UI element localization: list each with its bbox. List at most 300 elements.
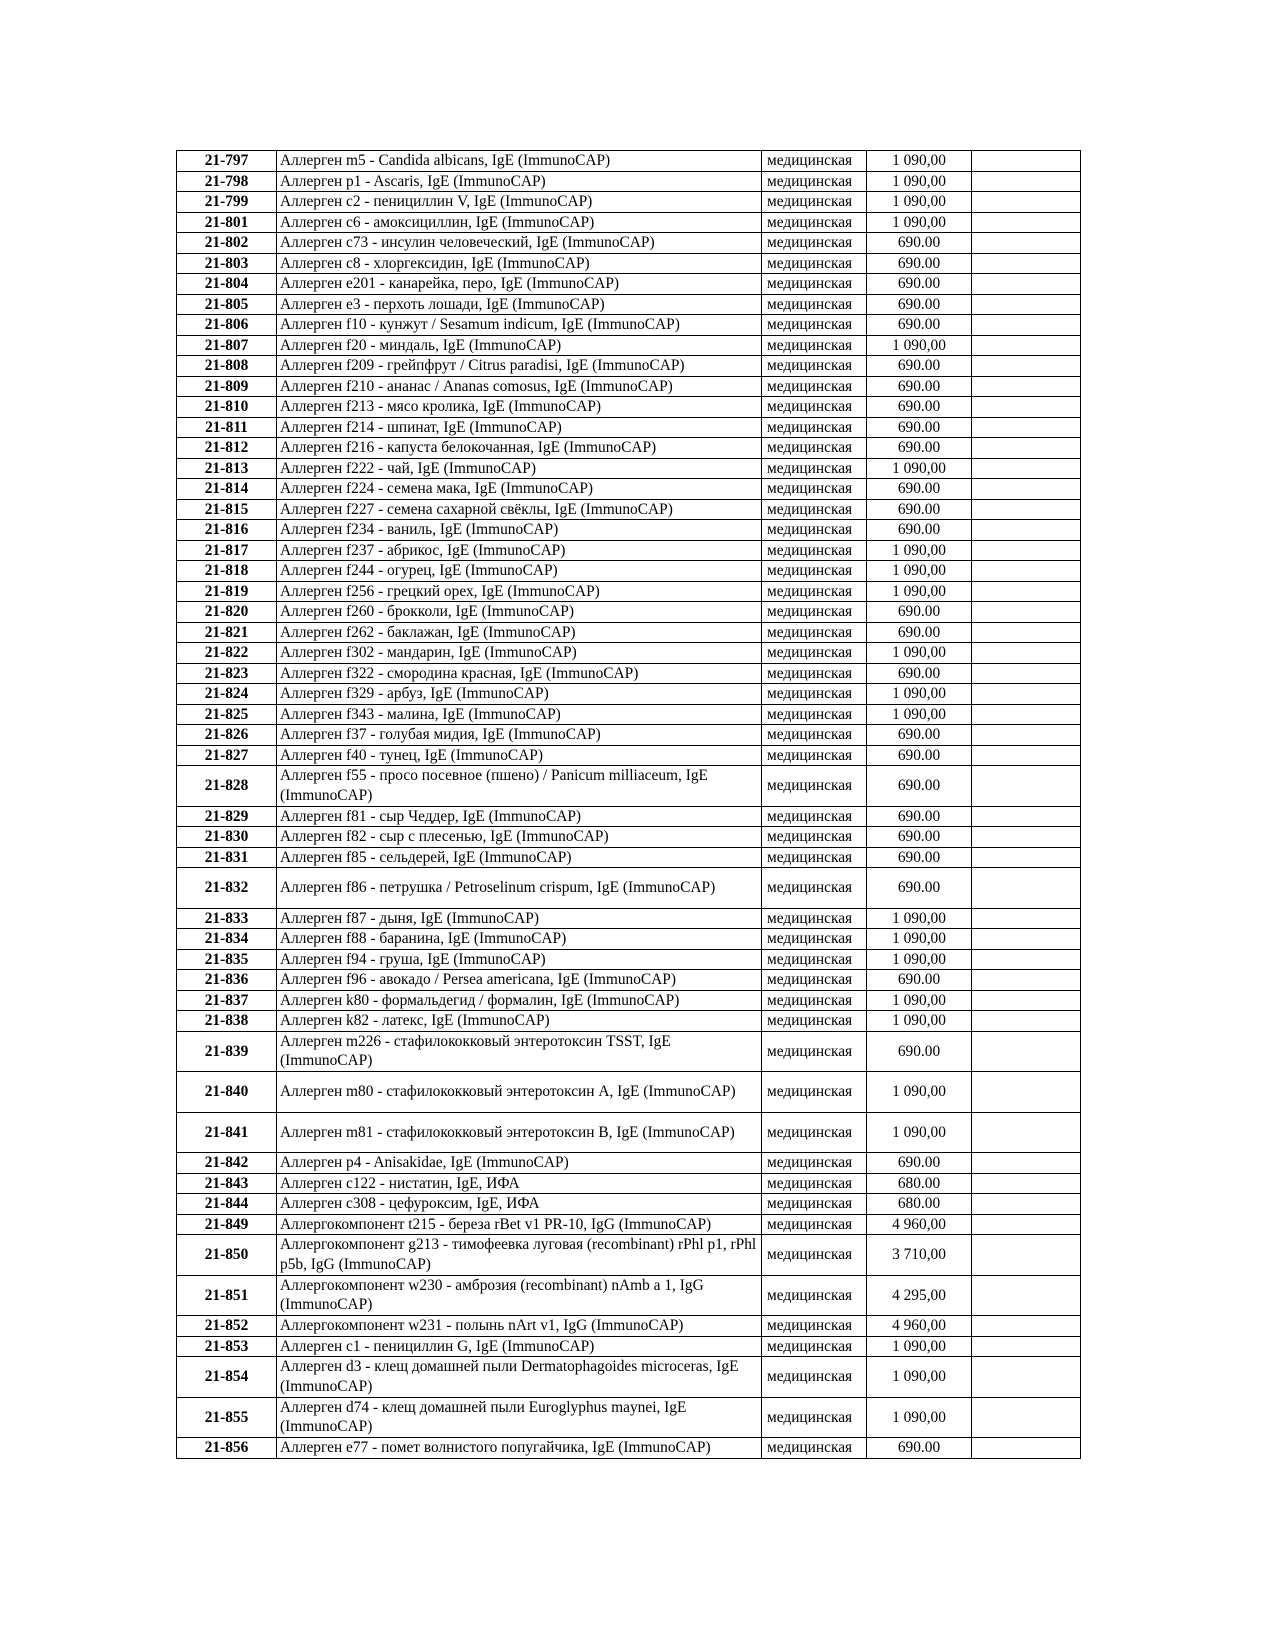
service-code: 21-818 (177, 561, 277, 582)
service-code: 21-836 (177, 970, 277, 991)
service-price: 690.00 (867, 745, 972, 766)
table-row (177, 1357, 1081, 1398)
table-row (177, 417, 1081, 438)
service-name: Аллерген m80 - стафилококковый энтеротоксин A, IgE (ImmunoCAP) (277, 1072, 762, 1113)
service-note (972, 806, 1081, 827)
service-price: 690.00 (867, 663, 972, 684)
table-row (177, 1194, 1081, 1215)
service-name: Аллерген p1 - Ascaris, IgE (ImmunoCAP) (277, 171, 762, 192)
service-price: 690.00 (867, 602, 972, 623)
service-price: 690.00 (867, 520, 972, 541)
service-type: медицинская (762, 212, 867, 233)
service-name: Аллерген f260 - брокколи, IgE (ImmunoCAP) (277, 602, 762, 623)
table-row (177, 1031, 1081, 1072)
service-type: медицинская (762, 1316, 867, 1337)
service-note (972, 602, 1081, 623)
service-name: Аллерген c308 - цефуроксим, IgE, ИФА (277, 1194, 762, 1215)
service-name: Аллерген f55 - просо посевное (пшено) / Panicum milliaceum, IgE (ImmunoCAP) (277, 766, 762, 807)
service-code: 21-817 (177, 540, 277, 561)
table-row (177, 1336, 1081, 1357)
table-row (177, 725, 1081, 746)
service-type: медицинская (762, 581, 867, 602)
service-code: 21-834 (177, 929, 277, 950)
price-table-body (177, 151, 1081, 1459)
service-price: 690.00 (867, 294, 972, 315)
service-price: 1 090,00 (867, 212, 972, 233)
service-name: Аллерген f244 - огурец, IgE (ImmunoCAP) (277, 561, 762, 582)
service-type: медицинская (762, 1153, 867, 1174)
service-type: медицинская (762, 1173, 867, 1194)
service-type: медицинская (762, 990, 867, 1011)
table-row (177, 990, 1081, 1011)
service-name: Аллерген f302 - мандарин, IgE (ImmunoCAP) (277, 643, 762, 664)
table-row (177, 847, 1081, 868)
service-note (972, 766, 1081, 807)
service-name: Аллерген f81 - сыр Чеддер, IgE (ImmunoCAP) (277, 806, 762, 827)
service-name: Аллергокомпонент w230 - амброзия (recombinant) nAmb a 1, IgG (ImmunoCAP) (277, 1275, 762, 1316)
table-row (177, 1072, 1081, 1113)
service-name: Аллерген f222 - чай, IgE (ImmunoCAP) (277, 458, 762, 479)
service-code: 21-830 (177, 827, 277, 848)
service-type: медицинская (762, 827, 867, 848)
service-name: Аллерген c2 - пенициллин V, IgE (ImmunoCAP) (277, 192, 762, 213)
service-code: 21-815 (177, 499, 277, 520)
service-note (972, 212, 1081, 233)
service-note (972, 1112, 1081, 1153)
service-note (972, 847, 1081, 868)
service-note (972, 376, 1081, 397)
service-name: Аллерген f86 - петрушка / Petroselinum crispum, IgE (ImmunoCAP) (277, 868, 762, 909)
service-code: 21-806 (177, 315, 277, 336)
service-price: 690.00 (867, 1031, 972, 1072)
service-note (972, 1397, 1081, 1438)
service-type: медицинская (762, 315, 867, 336)
table-row (177, 868, 1081, 909)
service-name: Аллерген c6 - амоксициллин, IgE (ImmunoCAP) (277, 212, 762, 233)
table-row (177, 151, 1081, 172)
service-note (972, 417, 1081, 438)
service-note (972, 274, 1081, 295)
service-price: 1 090,00 (867, 1397, 972, 1438)
service-price: 1 090,00 (867, 192, 972, 213)
service-code: 21-829 (177, 806, 277, 827)
service-type: медицинская (762, 294, 867, 315)
service-name: Аллерген f82 - сыр с плесенью, IgE (ImmunoCAP) (277, 827, 762, 848)
service-type: медицинская (762, 1357, 867, 1398)
table-row (177, 274, 1081, 295)
service-note (972, 1275, 1081, 1316)
service-name: Аллерген f10 - кунжут / Sesamum indicum, IgE (ImmunoCAP) (277, 315, 762, 336)
service-note (972, 684, 1081, 705)
service-code: 21-821 (177, 622, 277, 643)
service-type: медицинская (762, 253, 867, 274)
service-note (972, 1438, 1081, 1459)
service-type: медицинская (762, 499, 867, 520)
service-name: Аллерген d3 - клещ домашней пыли Dermatophagoides microceras, IgE (ImmunoCAP) (277, 1357, 762, 1398)
service-name: Аллерген f262 - баклажан, IgE (ImmunoCAP) (277, 622, 762, 643)
table-row (177, 602, 1081, 623)
service-code: 21-849 (177, 1214, 277, 1235)
service-note (972, 294, 1081, 315)
table-row (177, 1275, 1081, 1316)
service-name: Аллерген m81 - стафилококковый энтеротоксин B, IgE (ImmunoCAP) (277, 1112, 762, 1153)
service-price: 690.00 (867, 397, 972, 418)
service-code: 21-816 (177, 520, 277, 541)
service-note (972, 745, 1081, 766)
service-type: медицинская (762, 643, 867, 664)
table-row (177, 1316, 1081, 1337)
service-type: медицинская (762, 868, 867, 909)
service-note (972, 253, 1081, 274)
service-price: 1 090,00 (867, 1336, 972, 1357)
service-note (972, 540, 1081, 561)
service-type: медицинская (762, 520, 867, 541)
table-row (177, 929, 1081, 950)
service-type: медицинская (762, 1194, 867, 1215)
service-price: 690.00 (867, 827, 972, 848)
service-note (972, 663, 1081, 684)
service-type: медицинская (762, 479, 867, 500)
service-price: 1 090,00 (867, 704, 972, 725)
service-code: 21-841 (177, 1112, 277, 1153)
service-name: Аллерген f210 - ананас / Ananas comosus, IgE (ImmunoCAP) (277, 376, 762, 397)
service-price: 680.00 (867, 1194, 972, 1215)
service-note (972, 1072, 1081, 1113)
service-type: медицинская (762, 233, 867, 254)
service-price: 690.00 (867, 766, 972, 807)
service-type: медицинская (762, 1336, 867, 1357)
table-row (177, 479, 1081, 500)
table-row (177, 171, 1081, 192)
service-code: 21-823 (177, 663, 277, 684)
service-name: Аллерген f216 - капуста белокочанная, IgE (ImmunoCAP) (277, 438, 762, 459)
service-price: 1 090,00 (867, 1011, 972, 1032)
service-note (972, 171, 1081, 192)
service-code: 21-840 (177, 1072, 277, 1113)
service-price: 1 090,00 (867, 561, 972, 582)
service-type: медицинская (762, 171, 867, 192)
service-name: Аллерген e3 - перхоть лошади, IgE (ImmunoCAP) (277, 294, 762, 315)
service-note (972, 990, 1081, 1011)
table-row (177, 1153, 1081, 1174)
service-note (972, 949, 1081, 970)
service-type: медицинская (762, 540, 867, 561)
service-code: 21-851 (177, 1275, 277, 1316)
service-price: 690.00 (867, 868, 972, 909)
service-type: медицинская (762, 1235, 867, 1276)
service-type: медицинская (762, 356, 867, 377)
service-note (972, 704, 1081, 725)
table-row (177, 766, 1081, 807)
service-code: 21-820 (177, 602, 277, 623)
service-price: 690.00 (867, 274, 972, 295)
service-note (972, 397, 1081, 418)
service-code: 21-798 (177, 171, 277, 192)
service-type: медицинская (762, 704, 867, 725)
service-name: Аллерген f209 - грейпфрут / Citrus paradisi, IgE (ImmunoCAP) (277, 356, 762, 377)
table-row (177, 1235, 1081, 1276)
service-note (972, 929, 1081, 950)
service-code: 21-813 (177, 458, 277, 479)
service-name: Аллерген e77 - помет волнистого попугайчика, IgE (ImmunoCAP) (277, 1438, 762, 1459)
service-price: 690.00 (867, 1438, 972, 1459)
service-price: 690.00 (867, 622, 972, 643)
service-type: медицинская (762, 622, 867, 643)
table-row (177, 335, 1081, 356)
service-type: медицинская (762, 806, 867, 827)
table-row (177, 970, 1081, 991)
service-price: 1 090,00 (867, 171, 972, 192)
service-type: медицинская (762, 1397, 867, 1438)
service-code: 21-835 (177, 949, 277, 970)
service-price: 690.00 (867, 479, 972, 500)
service-price: 3 710,00 (867, 1235, 972, 1276)
service-type: медицинская (762, 725, 867, 746)
service-price: 690.00 (867, 499, 972, 520)
service-name: Аллерген p4 - Anisakidae, IgE (ImmunoCAP) (277, 1153, 762, 1174)
table-row (177, 581, 1081, 602)
service-type: медицинская (762, 684, 867, 705)
service-name: Аллергокомпонент g213 - тимофеевка луговая (recombinant) rPhl p1, rPhl p5b, IgG (ImmunoCAP) (277, 1235, 762, 1276)
service-code: 21-852 (177, 1316, 277, 1337)
service-note (972, 315, 1081, 336)
service-price: 1 090,00 (867, 929, 972, 950)
service-name: Аллерген c73 - инсулин человеческий, IgE (ImmunoCAP) (277, 233, 762, 254)
service-name: Аллерген d74 - клещ домашней пыли Euroglyphus maynei, IgE (ImmunoCAP) (277, 1397, 762, 1438)
service-note (972, 499, 1081, 520)
service-price: 690.00 (867, 253, 972, 274)
service-price: 690.00 (867, 438, 972, 459)
service-code: 21-838 (177, 1011, 277, 1032)
service-note (972, 725, 1081, 746)
service-type: медицинская (762, 376, 867, 397)
service-code: 21-842 (177, 1153, 277, 1174)
service-price: 690.00 (867, 847, 972, 868)
service-code: 21-808 (177, 356, 277, 377)
service-name: Аллерген f322 - смородина красная, IgE (ImmunoCAP) (277, 663, 762, 684)
service-name: Аллерген m226 - стафилококковый энтеротоксин TSST, IgE (ImmunoCAP) (277, 1031, 762, 1072)
service-code: 21-814 (177, 479, 277, 500)
service-code: 21-853 (177, 1336, 277, 1357)
service-note (972, 1031, 1081, 1072)
service-type: медицинская (762, 949, 867, 970)
table-row (177, 1112, 1081, 1153)
service-name: Аллерген f87 - дыня, IgE (ImmunoCAP) (277, 908, 762, 929)
service-price: 690.00 (867, 417, 972, 438)
service-type: медицинская (762, 745, 867, 766)
service-code: 21-805 (177, 294, 277, 315)
service-price: 690.00 (867, 356, 972, 377)
service-price: 1 090,00 (867, 335, 972, 356)
table-row (177, 315, 1081, 336)
service-note (972, 520, 1081, 541)
table-row (177, 1438, 1081, 1459)
service-code: 21-811 (177, 417, 277, 438)
table-row (177, 520, 1081, 541)
service-name: Аллерген f20 - миндаль, IgE (ImmunoCAP) (277, 335, 762, 356)
service-name: Аллерген c8 - хлоргексидин, IgE (ImmunoCAP) (277, 253, 762, 274)
service-code: 21-807 (177, 335, 277, 356)
service-note (972, 1214, 1081, 1235)
service-price: 690.00 (867, 970, 972, 991)
service-type: медицинская (762, 561, 867, 582)
service-name: Аллерген f94 - груша, IgE (ImmunoCAP) (277, 949, 762, 970)
service-name: Аллерген k82 - латекс, IgE (ImmunoCAP) (277, 1011, 762, 1032)
service-price: 1 090,00 (867, 949, 972, 970)
table-row (177, 356, 1081, 377)
service-name: Аллерген f40 - тунец, IgE (ImmunoCAP) (277, 745, 762, 766)
service-code: 21-819 (177, 581, 277, 602)
service-note (972, 970, 1081, 991)
table-row (177, 376, 1081, 397)
service-note (972, 622, 1081, 643)
service-note (972, 151, 1081, 172)
service-note (972, 458, 1081, 479)
service-code: 21-854 (177, 1357, 277, 1398)
table-row (177, 192, 1081, 213)
service-code: 21-837 (177, 990, 277, 1011)
service-type: медицинская (762, 1072, 867, 1113)
service-note (972, 908, 1081, 929)
service-type: медицинская (762, 1214, 867, 1235)
service-price: 4 960,00 (867, 1214, 972, 1235)
service-code: 21-822 (177, 643, 277, 664)
service-code: 21-801 (177, 212, 277, 233)
service-price: 1 090,00 (867, 990, 972, 1011)
service-code: 21-810 (177, 397, 277, 418)
service-code: 21-812 (177, 438, 277, 459)
service-code: 21-856 (177, 1438, 277, 1459)
service-type: медицинская (762, 335, 867, 356)
service-note (972, 192, 1081, 213)
service-type: медицинская (762, 1031, 867, 1072)
service-price: 690.00 (867, 376, 972, 397)
table-row (177, 1397, 1081, 1438)
service-note (972, 1316, 1081, 1337)
table-row (177, 622, 1081, 643)
service-name: Аллергокомпонент t215 - береза rBet v1 PR-10, IgG (ImmunoCAP) (277, 1214, 762, 1235)
service-price: 690.00 (867, 1153, 972, 1174)
service-note (972, 1235, 1081, 1276)
service-code: 21-828 (177, 766, 277, 807)
service-name: Аллерген f227 - семена сахарной свёклы, IgE (ImmunoCAP) (277, 499, 762, 520)
service-code: 21-799 (177, 192, 277, 213)
table-row (177, 540, 1081, 561)
service-type: медицинская (762, 1275, 867, 1316)
service-type: медицинская (762, 663, 867, 684)
service-code: 21-833 (177, 908, 277, 929)
service-name: Аллерген f237 - абрикос, IgE (ImmunoCAP) (277, 540, 762, 561)
service-price: 690.00 (867, 315, 972, 336)
table-row (177, 827, 1081, 848)
service-note (972, 827, 1081, 848)
service-price: 1 090,00 (867, 1112, 972, 1153)
service-price: 4 960,00 (867, 1316, 972, 1337)
service-type: медицинская (762, 1112, 867, 1153)
service-price: 1 090,00 (867, 908, 972, 929)
service-name: Аллерген f256 - грецкий орех, IgE (ImmunoCAP) (277, 581, 762, 602)
service-note (972, 1336, 1081, 1357)
service-code: 21-855 (177, 1397, 277, 1438)
table-row (177, 561, 1081, 582)
service-code: 21-843 (177, 1173, 277, 1194)
service-name: Аллерген f96 - авокадо / Persea americana, IgE (ImmunoCAP) (277, 970, 762, 991)
service-type: медицинская (762, 847, 867, 868)
service-price: 1 090,00 (867, 1357, 972, 1398)
service-price: 4 295,00 (867, 1275, 972, 1316)
service-note (972, 233, 1081, 254)
service-name: Аллерген f329 - арбуз, IgE (ImmunoCAP) (277, 684, 762, 705)
table-row (177, 684, 1081, 705)
service-code: 21-797 (177, 151, 277, 172)
table-row (177, 949, 1081, 970)
service-note (972, 356, 1081, 377)
service-name: Аллерген m5 - Candida albicans, IgE (ImmunoCAP) (277, 151, 762, 172)
service-code: 21-809 (177, 376, 277, 397)
table-row (177, 253, 1081, 274)
table-row (177, 212, 1081, 233)
service-name: Аллерген f214 - шпинат, IgE (ImmunoCAP) (277, 417, 762, 438)
table-row (177, 294, 1081, 315)
service-price: 680.00 (867, 1173, 972, 1194)
service-note (972, 1194, 1081, 1215)
table-row (177, 704, 1081, 725)
table-row (177, 806, 1081, 827)
service-name: Аллерген f88 - баранина, IgE (ImmunoCAP) (277, 929, 762, 950)
table-row (177, 1214, 1081, 1235)
service-price: 1 090,00 (867, 151, 972, 172)
service-name: Аллерген f213 - мясо кролика, IgE (ImmunoCAP) (277, 397, 762, 418)
service-type: медицинская (762, 1438, 867, 1459)
service-name: Аллерген f224 - семена мака, IgE (ImmunoCAP) (277, 479, 762, 500)
service-price: 690.00 (867, 233, 972, 254)
service-note (972, 561, 1081, 582)
table-row (177, 397, 1081, 418)
service-name: Аллерген f85 - сельдерей, IgE (ImmunoCAP) (277, 847, 762, 868)
service-note (972, 581, 1081, 602)
service-code: 21-802 (177, 233, 277, 254)
service-code: 21-826 (177, 725, 277, 746)
service-note (972, 1153, 1081, 1174)
table-row (177, 745, 1081, 766)
service-type: медицинская (762, 602, 867, 623)
service-note (972, 1357, 1081, 1398)
service-price: 690.00 (867, 725, 972, 746)
service-name: Аллерген f37 - голубая мидия, IgE (ImmunoCAP) (277, 725, 762, 746)
service-name: Аллерген f343 - малина, IgE (ImmunoCAP) (277, 704, 762, 725)
service-type: медицинская (762, 274, 867, 295)
service-price: 1 090,00 (867, 540, 972, 561)
service-price: 1 090,00 (867, 643, 972, 664)
service-note (972, 643, 1081, 664)
service-type: медицинская (762, 1011, 867, 1032)
service-name: Аллерген c1 - пенициллин G, IgE (ImmunoCAP) (277, 1336, 762, 1357)
service-name: Аллерген f234 - ваниль, IgE (ImmunoCAP) (277, 520, 762, 541)
service-code: 21-803 (177, 253, 277, 274)
service-code: 21-831 (177, 847, 277, 868)
service-price: 690.00 (867, 806, 972, 827)
table-row (177, 438, 1081, 459)
service-note (972, 335, 1081, 356)
price-table (176, 150, 1081, 1459)
service-type: медицинская (762, 438, 867, 459)
service-price: 1 090,00 (867, 581, 972, 602)
service-note (972, 868, 1081, 909)
service-type: медицинская (762, 417, 867, 438)
service-price: 1 090,00 (867, 1072, 972, 1113)
service-name: Аллергокомпонент w231 - полынь nArt v1, IgG (ImmunoCAP) (277, 1316, 762, 1337)
table-row (177, 499, 1081, 520)
